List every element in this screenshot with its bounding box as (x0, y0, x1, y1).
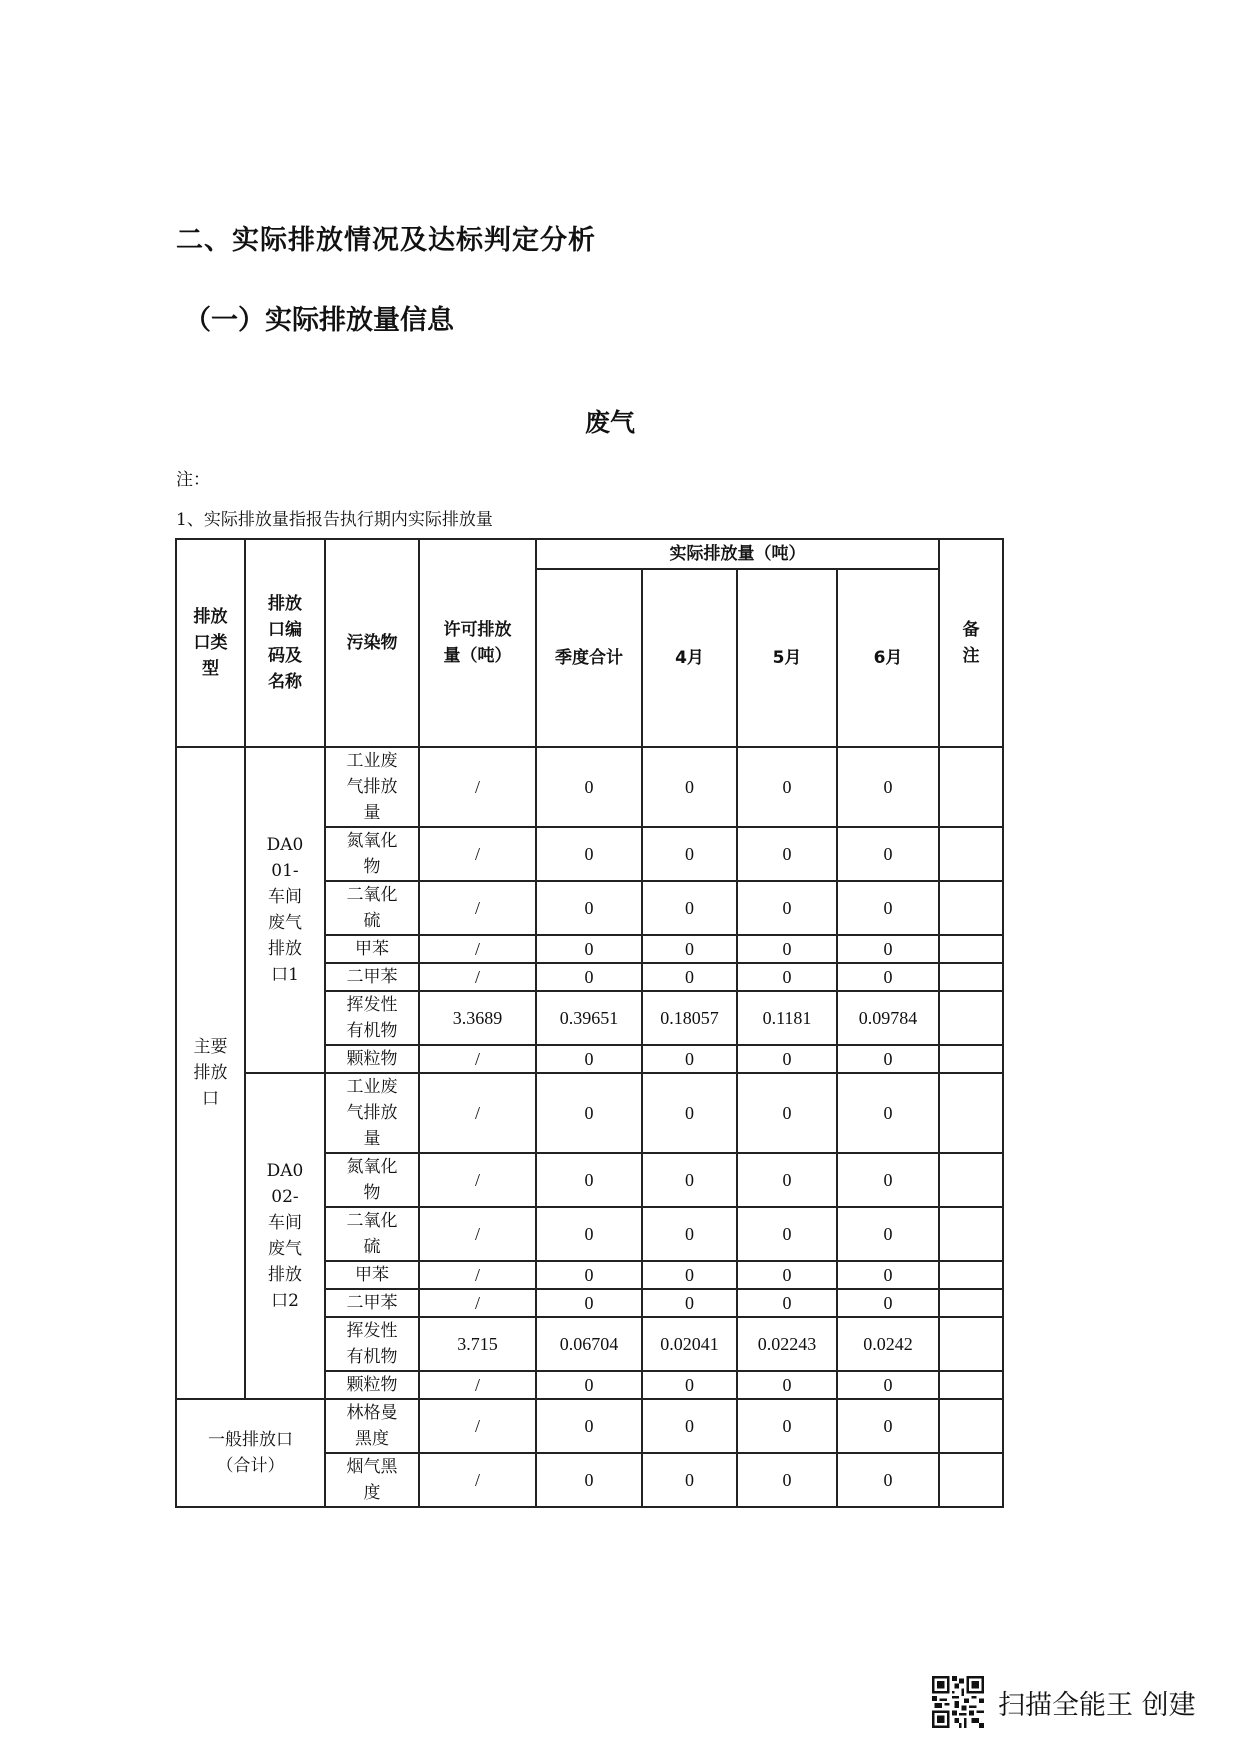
pollutant-name: 颗粒物 (346, 1049, 398, 1069)
remark-cell (939, 1317, 1003, 1371)
outlet-type-general (176, 1399, 325, 1507)
header-permit: 许可排放量（吨） (419, 539, 536, 747)
may-cell: 0 (737, 1371, 837, 1399)
june-cell: 0 (837, 1045, 939, 1073)
april-cell: 0 (642, 1289, 737, 1317)
permit-cell: / (419, 1207, 536, 1261)
permit-cell: / (419, 1153, 536, 1207)
pollutant-name: 氮氧化物 (346, 1157, 398, 1203)
pollutant-name: 林格曼黑度 (346, 1403, 398, 1449)
may-cell: 0 (737, 1207, 837, 1261)
june-cell: 0 (837, 1453, 939, 1507)
quarter-total-cell: 0 (536, 1073, 642, 1153)
april-cell: 0 (642, 1453, 737, 1507)
pollutant-cell (325, 1045, 419, 1073)
watermark-text: 扫描全能王 创建 (998, 1689, 1196, 1721)
permit-cell: 3.3689 (419, 991, 536, 1045)
note-label: 注： (176, 470, 210, 490)
april-cell: 0.18057 (642, 991, 737, 1045)
header-quarter-total: 季度合计 (536, 569, 642, 747)
june-cell: 0 (837, 1289, 939, 1317)
april-cell: 0 (642, 1073, 737, 1153)
june-cell: 0 (837, 1207, 939, 1261)
pollutant-cell (325, 747, 419, 827)
remark-cell (939, 935, 1003, 963)
outlet-type-main (176, 747, 245, 1399)
pollutant-cell (325, 1153, 419, 1207)
table-row (176, 747, 1003, 827)
quarter-total-cell: 0 (536, 935, 642, 963)
permit-cell: / (419, 1289, 536, 1317)
pollutant-name: 二氧化硫 (346, 885, 398, 931)
april-cell: 0 (642, 935, 737, 963)
may-cell: 0 (737, 1453, 837, 1507)
permit-cell: / (419, 827, 536, 881)
header-april: 4月 (642, 569, 737, 747)
may-cell: 0 (737, 1045, 837, 1073)
remark-cell (939, 881, 1003, 935)
header-row-1 (176, 539, 1003, 569)
quarter-total-cell: 0.39651 (536, 991, 642, 1045)
emissions-table (175, 538, 1004, 1508)
may-cell: 0 (737, 827, 837, 881)
remark-cell (939, 1073, 1003, 1153)
remark-cell (939, 1045, 1003, 1073)
april-cell: 0 (642, 1261, 737, 1289)
pollutant-cell (325, 1453, 419, 1507)
outlet-name-da001: DA001-车间废气排放口1 (266, 835, 304, 985)
june-cell: 0 (837, 827, 939, 881)
may-cell: 0 (737, 1261, 837, 1289)
quarter-total-cell: 0 (536, 1371, 642, 1399)
june-cell: 0.0242 (837, 1317, 939, 1371)
june-cell: 0 (837, 935, 939, 963)
pollutant-cell (325, 881, 419, 935)
permit-cell: / (419, 1399, 536, 1453)
remark-cell (939, 1399, 1003, 1453)
pollutant-name: 工业废气排放量 (346, 1077, 398, 1149)
pollutant-cell (325, 1073, 419, 1153)
may-cell: 0.02243 (737, 1317, 837, 1371)
header-actual: 实际排放量（吨） (536, 539, 939, 569)
june-cell: 0 (837, 963, 939, 991)
quarter-total-cell: 0.06704 (536, 1317, 642, 1371)
remark-cell (939, 963, 1003, 991)
april-cell: 0.02041 (642, 1317, 737, 1371)
pollutant-name: 二氧化硫 (346, 1211, 398, 1257)
header-may: 5月 (737, 569, 837, 747)
may-cell: 0 (737, 1073, 837, 1153)
header-june: 6月 (837, 569, 939, 747)
pollutant-name: 颗粒物 (346, 1375, 398, 1395)
pollutant-cell (325, 935, 419, 963)
pollutant-cell (325, 1261, 419, 1289)
pollutant-name: 烟气黑度 (346, 1457, 398, 1503)
april-cell: 0 (642, 1371, 737, 1399)
may-cell: 0 (737, 963, 837, 991)
may-cell: 0 (737, 747, 837, 827)
april-cell: 0 (642, 1045, 737, 1073)
june-cell: 0 (837, 1261, 939, 1289)
remark-cell (939, 991, 1003, 1045)
permit-cell: / (419, 963, 536, 991)
remark-cell (939, 1207, 1003, 1261)
permit-cell: / (419, 1453, 536, 1507)
pollutant-cell (325, 1317, 419, 1371)
pollutant-name: 挥发性有机物 (346, 1321, 398, 1367)
quarter-total-cell: 0 (536, 1045, 642, 1073)
may-cell: 0 (737, 881, 837, 935)
section-heading: 二、实际排放情况及达标判定分析 (176, 225, 596, 256)
header-pollutant: 污染物 (325, 539, 419, 747)
table-title: 废气 (584, 408, 635, 437)
outlet-code-da002 (245, 1073, 325, 1399)
quarter-total-cell: 0 (536, 1399, 642, 1453)
quarter-total-cell: 0 (536, 1261, 642, 1289)
april-cell: 0 (642, 881, 737, 935)
outlet-type-main-label: 主要排放口 (193, 1037, 228, 1109)
header-outlet-type: 排放口类型 (176, 539, 245, 747)
remark-cell (939, 1153, 1003, 1207)
quarter-total-cell: 0 (536, 1453, 642, 1507)
quarter-total-cell: 0 (536, 1153, 642, 1207)
remark-cell (939, 747, 1003, 827)
quarter-total-cell: 0 (536, 881, 642, 935)
permit-cell: / (419, 1073, 536, 1153)
june-cell: 0 (837, 1399, 939, 1453)
june-cell: 0.09784 (837, 991, 939, 1045)
pollutant-name: 挥发性有机物 (346, 995, 398, 1041)
pollutant-name: 氮氧化物 (346, 831, 398, 877)
quarter-total-cell: 0 (536, 1207, 642, 1261)
qr-code-icon (932, 1676, 984, 1728)
pollutant-name: 甲苯 (355, 939, 389, 959)
pollutant-name: 甲苯 (355, 1265, 389, 1285)
pollutant-cell (325, 963, 419, 991)
header-outlet-code: 排放口编码及名称 (245, 539, 325, 747)
may-cell: 0 (737, 1289, 837, 1317)
pollutant-name: 二甲苯 (346, 1293, 398, 1313)
june-cell: 0 (837, 1073, 939, 1153)
outlet-name-da002: DA002-车间废气排放口2 (266, 1161, 304, 1311)
permit-cell: / (419, 747, 536, 827)
april-cell: 0 (642, 747, 737, 827)
pollutant-cell (325, 991, 419, 1045)
permit-cell: / (419, 1371, 536, 1399)
pollutant-cell (325, 1289, 419, 1317)
remark-cell (939, 1289, 1003, 1317)
quarter-total-cell: 0 (536, 827, 642, 881)
scanner-watermark (932, 1676, 1196, 1728)
june-cell: 0 (837, 1371, 939, 1399)
may-cell: 0 (737, 935, 837, 963)
june-cell: 0 (837, 1153, 939, 1207)
remark-cell (939, 827, 1003, 881)
outlet-code-da001 (245, 747, 325, 1073)
pollutant-cell (325, 827, 419, 881)
permit-cell: / (419, 1261, 536, 1289)
june-cell: 0 (837, 881, 939, 935)
pollutant-name: 工业废气排放量 (346, 751, 398, 823)
june-cell: 0 (837, 747, 939, 827)
may-cell: 0 (737, 1399, 837, 1453)
remark-cell (939, 1261, 1003, 1289)
remark-cell (939, 1453, 1003, 1507)
outlet-type-general-label: 一般排放口（合计） (207, 1430, 293, 1476)
quarter-total-cell: 0 (536, 1289, 642, 1317)
table-row (176, 1399, 1003, 1453)
april-cell: 0 (642, 963, 737, 991)
subsection-heading: （一）实际排放量信息 (184, 305, 454, 336)
april-cell: 0 (642, 827, 737, 881)
quarter-total-cell: 0 (536, 963, 642, 991)
quarter-total-cell: 0 (536, 747, 642, 827)
may-cell: 0.1181 (737, 991, 837, 1045)
permit-cell: 3.715 (419, 1317, 536, 1371)
may-cell: 0 (737, 1153, 837, 1207)
april-cell: 0 (642, 1153, 737, 1207)
permit-cell: / (419, 1045, 536, 1073)
pollutant-cell (325, 1207, 419, 1261)
pollutant-cell (325, 1371, 419, 1399)
header-remark: 备注 (939, 539, 1003, 747)
remark-cell (939, 1371, 1003, 1399)
pollutant-name: 二甲苯 (346, 967, 398, 987)
permit-cell: / (419, 935, 536, 963)
table-row (176, 1073, 1003, 1153)
permit-cell: / (419, 881, 536, 935)
note-text: 1、实际排放量指报告执行期内实际排放量 (176, 510, 493, 530)
april-cell: 0 (642, 1399, 737, 1453)
april-cell: 0 (642, 1207, 737, 1261)
pollutant-cell (325, 1399, 419, 1453)
